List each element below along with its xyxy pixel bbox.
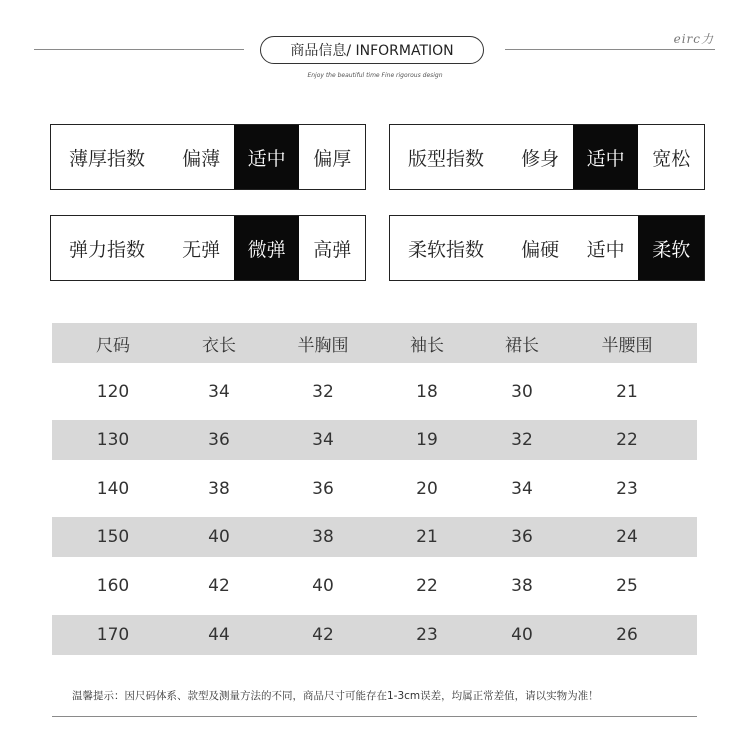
table-cell: 36 [511, 527, 533, 548]
table-cell: 38 [208, 478, 230, 499]
index-option: 偏硬 [521, 238, 560, 261]
table-cell: 42 [208, 575, 230, 596]
table-cell: 30 [511, 381, 533, 402]
table-cell: 130 [96, 430, 130, 451]
table-cell: 42 [312, 624, 334, 645]
size-disclaimer: 温馨提示：因尺码体系、款型及测量方法的不同，商品尺寸可能存在1-3cm误差，均属正常差值，请以实物为准！ [72, 690, 599, 702]
index-option: 偏厚 [313, 147, 352, 170]
column-header: 袖长 [410, 335, 444, 356]
index-option: 偏薄 [182, 147, 221, 170]
table-cell: 23 [416, 624, 438, 645]
column-header: 尺码 [96, 335, 130, 356]
table-cell: 22 [616, 430, 638, 451]
softness-index [389, 215, 705, 281]
table-cell: 40 [312, 575, 334, 596]
table-cell: 19 [416, 430, 438, 451]
table-cell: 22 [416, 575, 438, 596]
brand-logo: eirc力 [673, 32, 714, 46]
table-cell: 34 [511, 478, 533, 499]
thickness-index [50, 124, 366, 190]
table-cell: 25 [616, 575, 638, 596]
table-row [52, 469, 697, 509]
table-row [52, 372, 697, 412]
header-rule-left [34, 49, 244, 50]
table-cell: 21 [416, 527, 438, 548]
table-cell: 36 [208, 430, 230, 451]
index-option: 无弹 [182, 238, 221, 261]
table-row [52, 517, 697, 557]
table-cell: 40 [511, 624, 533, 645]
index-option: 适中 [586, 238, 625, 261]
table-cell: 26 [616, 624, 638, 645]
table-cell: 24 [616, 527, 638, 548]
column-header: 半胸围 [297, 335, 349, 356]
table-cell: 34 [312, 430, 334, 451]
table-cell: 21 [616, 381, 638, 402]
table-cell: 170 [96, 624, 130, 645]
table-cell: 140 [96, 478, 130, 499]
table-cell: 34 [208, 381, 230, 402]
index-label: 柔软指数 [408, 238, 485, 261]
page-title: 商品信息/ INFORMATION [260, 36, 484, 64]
header-rule-right [505, 49, 715, 50]
index-option-selected: 柔软 [638, 216, 704, 280]
index-label: 版型指数 [408, 147, 485, 170]
index-option-selected: 微弹 [234, 216, 300, 280]
table-cell: 32 [511, 430, 533, 451]
table-cell: 120 [96, 381, 130, 402]
table-header-row [52, 323, 697, 363]
table-cell: 18 [416, 381, 438, 402]
fit-index [389, 124, 705, 190]
table-cell: 38 [312, 527, 334, 548]
table-cell: 150 [96, 527, 130, 548]
column-header: 裙长 [505, 335, 539, 356]
index-option: 宽松 [652, 147, 691, 170]
index-label: 薄厚指数 [69, 147, 146, 170]
index-option-selected: 适中 [234, 125, 300, 189]
table-cell: 36 [312, 478, 334, 499]
table-cell: 32 [312, 381, 334, 402]
index-option: 高弹 [313, 238, 352, 261]
table-row [52, 566, 697, 606]
index-option-selected: 适中 [573, 125, 639, 189]
table-cell: 23 [616, 478, 638, 499]
elasticity-index [50, 215, 366, 281]
footer-rule [52, 716, 697, 717]
table-row [52, 615, 697, 655]
column-header: 衣长 [202, 335, 236, 356]
index-option: 修身 [521, 147, 560, 170]
column-header: 半腰围 [601, 335, 653, 356]
page-subtitle: Enjoy the beautiful time Fine rigorous design [307, 72, 443, 79]
table-cell: 44 [208, 624, 230, 645]
table-cell: 20 [416, 478, 438, 499]
table-cell: 160 [96, 575, 130, 596]
table-row [52, 420, 697, 460]
table-cell: 38 [511, 575, 533, 596]
size-table [52, 323, 697, 663]
index-label: 弹力指数 [69, 238, 146, 261]
table-cell: 40 [208, 527, 230, 548]
